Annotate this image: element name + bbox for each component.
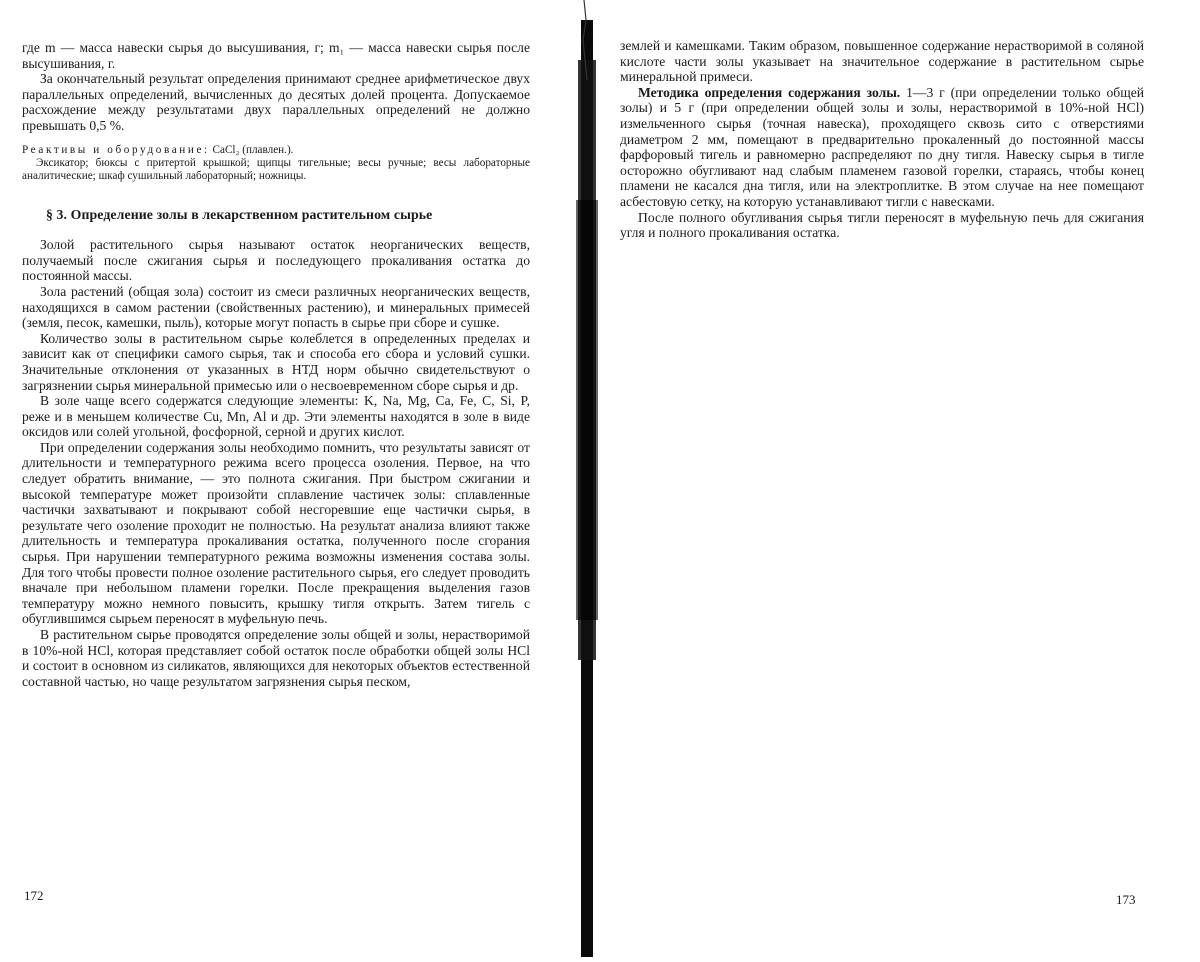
left-p1: где m — масса навески сырья до высушивания, г; m₁ — масса навески сырья после высушивания, г.: [22, 40, 530, 71]
right-page: [620, 38, 1144, 241]
right-p2: [620, 85, 1144, 210]
right-p3: После полного обугливания сырья тигли переносят в муфельную печь для сжигания угля и полного прокаливания остатка.: [620, 209, 1144, 241]
left-p7: При определении содержания золы необходимо помнить, что результаты зависят от длительности и температурного режима всего процесса озоления. Первое, на что следует обратить внимание, — это полнота сжигания. При быстром сжигании и высокой температуре может произойти сплавление частичек золы: сплавленные частички захватывают и покрывают собой несгоревшие еще частички сырья, в результате чего озоление проходит не полностью. На результат анализа влияют также длительность и температура прокаливания остатка, полученного после сгорания сырья. При нарушении температурного режима возможны изменения состава золы. Для того чтобы провести полное озоление растительного сырья, его следует проводить вначале при небольшом пламени горелки. После прекращения выделения газов температуру можно немного повысить, крышку тигля открыть. Затем тигель с обуглившимся сырьем переносят в муфельную печь.: [22, 439, 530, 627]
page-number-right: 173: [1116, 892, 1136, 907]
method-text: 1—3 г (при определении только общей золы) и 5 г (при определении общей золы и золы, нерастворимой в 10%-ной HCl) измельченного сырья (точная навеска), проходящего сквозь сито с отверстиями диаметром 2 мм, помещают в предварительно прокаленный до постоянной массы фарфоровый тигель и равномерно распределяют по дну тигля. Навеску сырья в тигле осторожно обугливают над слабым пламенем газовой горелки, стараясь, чтобы конец пламени не касался дна тигля, или на электроплитке. В этом случае на нее помещают асбестовую сетку, на которую устанавливают тигли с навесками.: [620, 84, 1144, 209]
left-p5: Количество золы в растительном сырье колеблется в определенных пределах и зависит как от специфики самого сырья, так и способа его сбора и условий сушки. Значительные отклонения от указанных в НТД норм обычно свидетельствуют о загрязнении сырья минеральной примесью или о несвоевременном сборе сырья и др.: [22, 330, 530, 393]
right-p1: землей и камешками. Таким образом, повышенное содержание нерастворимой в соляной кислоте части золы указывает на значительное содержание в растительном сырье минеральной примеси.: [620, 38, 1144, 85]
left-p2: За окончательный результат определения принимают среднее арифметическое двух параллельных определений, вычисленных до десятых долей процента. Допускаемое расхождение между результатами двух параллельных определений не должно превышать 0,5 %.: [22, 71, 530, 133]
left-p8: В растительном сырье проводятся определение золы общей и золы, нерастворимой в 10%-ной HCl, которая представляет собой остаток после обработки общей золы HCl и состоит в основном из силикатов, являющихся для некоторых объектов естественной составной частью, но чаще результатом загрязнения сырья песком,: [22, 627, 530, 689]
left-page: [22, 40, 530, 689]
left-p3: Золой растительного сырья называют остаток неорганических веществ, получаемый после сжигания сырья и последующего прокаливания остатка до постоянной массы.: [22, 237, 530, 284]
reagents-label: Реактивы и оборудование:: [22, 143, 210, 156]
book-gutter-shadow: [572, 0, 602, 957]
page-number-left: 172: [24, 888, 44, 903]
reagents-text: CaCl₂ (плавлен.).: [209, 143, 294, 156]
reagents-line: [22, 144, 530, 157]
section-title: § 3. Определение золы в лекарственном растительном сырье: [46, 207, 433, 223]
left-p4: Зола растений (общая зола) состоит из смеси различных неорганических веществ, находящихся в самом растении (свойственных растению), и минеральных примесей (земля, песок, камешки, пыль), которые могут попасть в сырье при сборе и сушке.: [22, 283, 530, 331]
left-p6: В золе чаще всего содержатся следующие элементы: K, Na, Mg, Ca, Fe, C, Si, P, реже и в меньшем количестве Cu, Mn, Al и др. Эти элементы находятся в золе в виде оксидов или солей угольной, фосфорной, серной и других кислот.: [22, 393, 530, 440]
equipment-text: Эксикатор; бюксы с притертой крышкой; щипцы тигельные; весы ручные; весы лабораторные аналитические; шкаф сушильный лабораторный; ножницы.: [22, 156, 530, 182]
method-title: Методика определения содержания золы.: [638, 84, 901, 100]
